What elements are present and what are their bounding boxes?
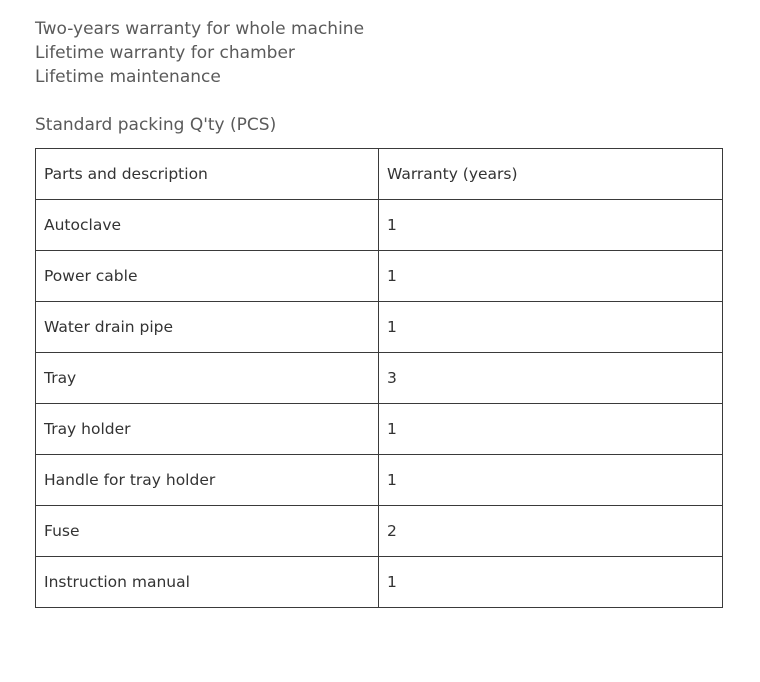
- column-header-warranty: Warranty (years): [379, 149, 723, 200]
- table-row: [36, 251, 723, 302]
- part-cell: Water drain pipe: [36, 302, 379, 353]
- table-row: [36, 200, 723, 251]
- table-row: [36, 557, 723, 608]
- table-row: [36, 506, 723, 557]
- value-cell: 1: [379, 404, 723, 455]
- table-row: [36, 404, 723, 455]
- table-row: [36, 455, 723, 506]
- part-cell: Fuse: [36, 506, 379, 557]
- part-cell: Instruction manual: [36, 557, 379, 608]
- section-title: Standard packing Q'ty (PCS): [35, 115, 277, 135]
- warranty-line: Lifetime warranty for chamber: [35, 43, 295, 63]
- column-header-parts: Parts and description: [36, 149, 379, 200]
- table-row: [36, 353, 723, 404]
- part-cell: Tray holder: [36, 404, 379, 455]
- part-cell: Tray: [36, 353, 379, 404]
- value-cell: 3: [379, 353, 723, 404]
- part-cell: Autoclave: [36, 200, 379, 251]
- value-cell: 1: [379, 302, 723, 353]
- value-cell: 1: [379, 200, 723, 251]
- value-cell: 1: [379, 455, 723, 506]
- table-header-row: [36, 149, 723, 200]
- value-cell: 2: [379, 506, 723, 557]
- warranty-list: [35, 17, 364, 89]
- value-cell: 1: [379, 251, 723, 302]
- part-cell: Power cable: [36, 251, 379, 302]
- packing-table: [35, 148, 723, 608]
- warranty-line: Two-years warranty for whole machine: [35, 19, 365, 39]
- part-cell: Handle for tray holder: [36, 455, 379, 506]
- value-cell: 1: [379, 557, 723, 608]
- warranty-line: Lifetime maintenance: [35, 67, 221, 87]
- table-row: [36, 302, 723, 353]
